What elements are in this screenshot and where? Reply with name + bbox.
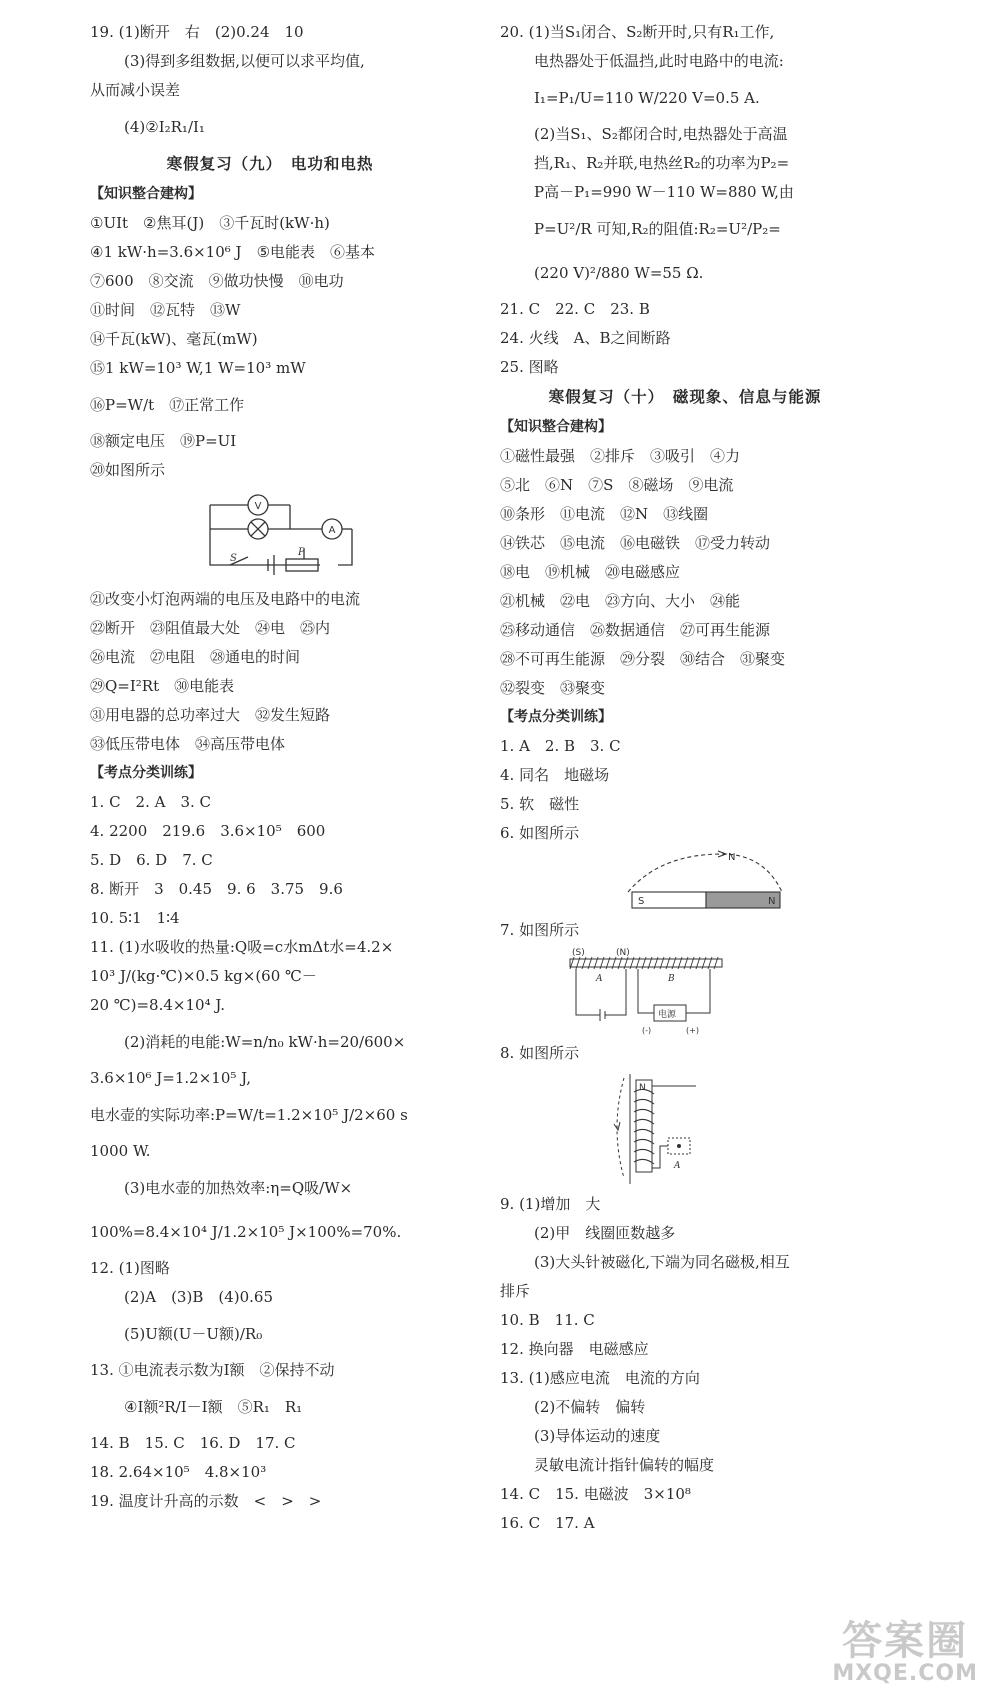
line: (2)不偏转 偏转: [534, 1398, 646, 1416]
line: I₁=P₁/U=110 W/220 V=0.5 A.: [534, 89, 760, 107]
circuit-diagram: [90, 485, 450, 585]
line: 1. C 2. A 3. C: [90, 793, 212, 811]
pole-n-label: (N): [616, 948, 630, 958]
line: ㉜裂变 ㉝聚变: [500, 679, 606, 697]
line: (2)甲 线圈匝数越多: [534, 1224, 676, 1242]
pole-s-label: (S): [572, 948, 585, 958]
line: 10. 5∶1 1∶4: [90, 909, 180, 927]
line: 4. 2200 219.6 3.6×10⁵ 600: [90, 822, 326, 840]
right-column: [500, 18, 870, 1538]
line: 14. B 15. C 16. D 17. C: [90, 1434, 296, 1452]
compass-a-label: A: [674, 1161, 681, 1171]
slider-label: P: [298, 547, 305, 558]
line: ①磁性最强 ②排斥 ③吸引 ④力: [500, 447, 741, 465]
line: 9. (1)增加 大: [500, 1195, 601, 1213]
magnet-n-label: N: [768, 896, 776, 907]
line: P高－P₁=990 W－110 W=880 W,由: [534, 183, 794, 201]
line: P=U²/R 可知,R₂的阻值:R₂=U²/P₂=: [534, 220, 781, 238]
line: 挡,R₁、R₂并联,电热丝R₂的功率为P₂=: [534, 154, 790, 172]
voltmeter-label: V: [254, 501, 262, 512]
section-heading: 寒假复习（九） 电功和电热: [166, 155, 374, 173]
line: 20. (1)当S₁闭合、S₂断开时,只有R₁工作,: [500, 23, 775, 41]
line: ㉒断开 ㉓阻值最大处 ㉔电 ㉕内: [90, 619, 331, 637]
subheading: 【知识整合建构】: [500, 419, 612, 435]
line: ⑳如图所示: [90, 461, 166, 479]
line: 4. 同名 地磁场: [500, 766, 610, 784]
line: 25. 图略: [500, 358, 559, 376]
line: (220 V)²/880 W=55 Ω.: [534, 264, 704, 282]
line: (4)②I₂R₁/I₁: [124, 118, 205, 136]
line: ④1 kW·h=3.6×10⁶ J ⑤电能表 ⑥基本: [90, 243, 376, 261]
electromagnet-svg: [500, 945, 870, 1039]
circuit-svg: [90, 485, 450, 585]
line: 5. D 6. D 7. C: [90, 851, 213, 869]
line: (3)大头针被磁化,下端为同名磁极,相互: [534, 1253, 790, 1271]
line: ⑪时间 ⑫瓦特 ⑬W: [90, 301, 241, 319]
line: 电水壶的实际功率:P=W/t=1.2×10⁵ J/2×60 s: [90, 1106, 408, 1124]
line: (3)导体运动的速度: [534, 1427, 661, 1445]
coil-b-label: B: [668, 974, 675, 984]
line: 12. (1)图略: [90, 1259, 170, 1277]
line: ㉝低压带电体 ㉞高压带电体: [90, 735, 286, 753]
line: 8. 如图所示: [500, 1044, 580, 1062]
line: ⑩条形 ⑪电流 ⑫N ⑬线圈: [500, 505, 709, 523]
line: 排斥: [500, 1282, 531, 1300]
line: 20 ℃)=8.4×10⁴ J.: [90, 996, 225, 1014]
bar-magnet-svg: [500, 848, 870, 916]
line: ㉛用电器的总功率过大 ㉜发生短路: [90, 706, 331, 724]
line: ⑭铁芯 ⑮电流 ⑯电磁铁 ⑰受力转动: [500, 534, 771, 552]
subheading: 【知识整合建构】: [90, 186, 202, 202]
line: 24. 火线 A、B之间断路: [500, 329, 671, 347]
line: 13. ①电流表示数为I额 ②保持不动: [90, 1361, 335, 1379]
line: ⑮1 kW=10³ W,1 W=10³ mW: [90, 359, 306, 377]
line: 12. 换向器 电磁感应: [500, 1340, 649, 1358]
switch-label: S: [230, 553, 237, 564]
line: 8. 断开 3 0.45 9. 6 3.75 9.6: [90, 880, 343, 898]
line: 从而减小误差: [90, 81, 181, 99]
coil-n-label: N: [639, 1083, 646, 1093]
line: 100%=8.4×10⁴ J/1.2×10⁵ J×100%=70%.: [90, 1223, 402, 1241]
line: 14. C 15. 电磁波 3×10⁸: [500, 1485, 691, 1503]
subheading: 【考点分类训练】: [500, 709, 612, 725]
section-heading: 寒假复习（十） 磁现象、信息与能源: [548, 388, 822, 406]
line: ㉘不可再生能源 ㉙分裂 ㉚结合 ㉛聚变: [500, 650, 786, 668]
watermark-url: MXQE.COM: [832, 1661, 978, 1686]
line: 18. 2.64×10⁵ 4.8×10³: [90, 1463, 267, 1481]
electromagnet-circuit-figure: [500, 945, 870, 1039]
line: ㉖电流 ㉗电阻 ㉘通电的时间: [90, 648, 301, 666]
line: 10³ J/(kg·℃)×0.5 kg×(60 ℃－: [90, 967, 317, 985]
left-column: [90, 18, 450, 1516]
line: 19. (1)断开 右 (2)0.24 10: [90, 23, 304, 41]
line: (2)A (3)B (4)0.65: [124, 1288, 273, 1306]
line: 电热器处于低温挡,此时电路中的电流:: [534, 52, 784, 70]
line: 10. B 11. C: [500, 1311, 595, 1329]
line: 13. (1)感应电流 电流的方向: [500, 1369, 700, 1387]
line: ㉕移动通信 ㉖数据通信 ㉗可再生能源: [500, 621, 771, 639]
magnet-s-label: S: [638, 896, 645, 907]
line: ⑯P=W/t ⑰正常工作: [90, 396, 245, 414]
coil-compass-figure: [500, 1068, 870, 1190]
watermark: [832, 1618, 978, 1686]
line: ⑱电 ⑲机械 ⑳电磁感应: [500, 563, 681, 581]
line: 3.6×10⁶ J=1.2×10⁵ J,: [90, 1069, 252, 1087]
line: ④I额²R/I－I额 ⑤R₁ R₁: [124, 1398, 303, 1416]
line: 灵敏电流计指针偏转的幅度: [534, 1456, 715, 1474]
line: (3)得到多组数据,以便可以求平均值,: [124, 52, 365, 70]
subheading: 【考点分类训练】: [90, 765, 202, 781]
needle-n-label: N: [728, 852, 736, 863]
coil-svg: [500, 1068, 870, 1190]
line: ⑦600 ⑧交流 ⑨做功快慢 ⑩电功: [90, 272, 344, 290]
line: 6. 如图所示: [500, 824, 580, 842]
bar-magnet-figure: [500, 848, 870, 916]
power-label: 电源: [658, 1010, 677, 1020]
line: ⑱额定电压 ⑲P=UI: [90, 432, 237, 450]
line: ⑭千瓦(kW)、毫瓦(mW): [90, 330, 258, 348]
line: ㉑改变小灯泡两端的电压及电路中的电流: [90, 590, 361, 608]
line: 1. A 2. B 3. C: [500, 737, 621, 755]
line: 21. C 22. C 23. B: [500, 300, 650, 318]
line: 1000 W.: [90, 1142, 151, 1160]
line: 11. (1)水吸收的热量:Q吸=c水mΔt水=4.2×: [90, 938, 394, 956]
line: (2)当S₁、S₂都闭合时,电热器处于高温: [534, 125, 788, 143]
line: ⑤北 ⑥N ⑦S ⑧磁场 ⑨电流: [500, 476, 734, 494]
ammeter-label: A: [328, 525, 336, 536]
line: ㉙Q=I²Rt ㉚电能表: [90, 677, 235, 695]
line: 7. 如图所示: [500, 921, 580, 939]
line: (3)电水壶的加热效率:η=Q吸/W×: [124, 1179, 353, 1197]
line: (2)消耗的电能:W=n/n₀ kW·h=20/600×: [124, 1033, 406, 1051]
minus-label: (-): [642, 1026, 652, 1035]
watermark-logo: 答案圈: [842, 1618, 969, 1664]
line: ㉑机械 ㉒电 ㉓方向、大小 ㉔能: [500, 592, 741, 610]
line: 19. 温度计升高的示数 < > >: [90, 1492, 322, 1510]
line: ①UIt ②焦耳(J) ③千瓦时(kW·h): [90, 214, 330, 232]
line: 5. 软 磁性: [500, 795, 580, 813]
line: 16. C 17. A: [500, 1514, 595, 1532]
plus-label: (+): [686, 1026, 699, 1035]
coil-a-label: A: [596, 974, 603, 984]
line: (5)U额(U－U额)/R₀: [124, 1325, 263, 1343]
